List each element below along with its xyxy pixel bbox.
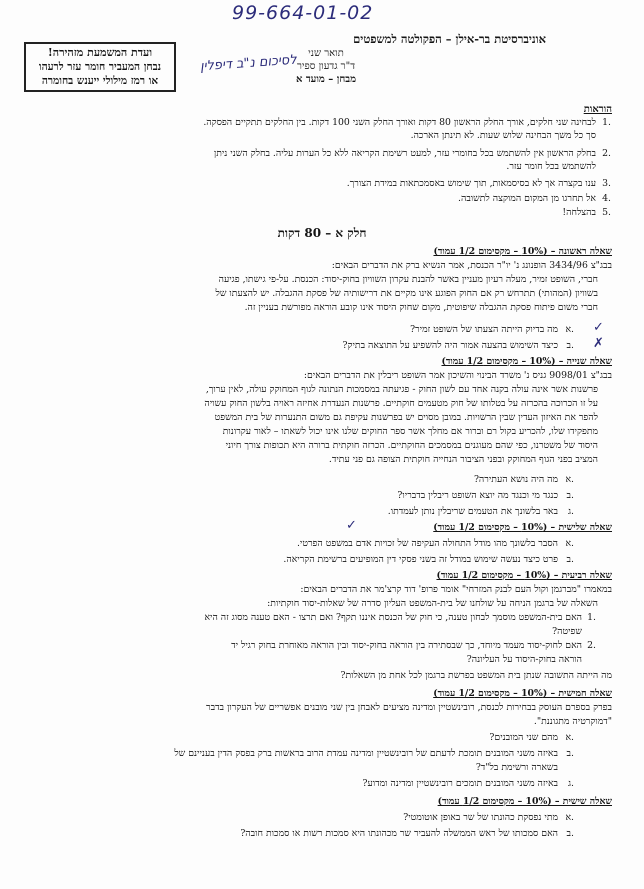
warning-line: נבחן המעביר חומר עזר לרעהו — [38, 61, 162, 73]
question-6-sub-a-label: א. — [565, 812, 574, 823]
part-title: חלק א – 80 דקות — [277, 226, 367, 240]
cross-mark-icon: ✗ — [593, 336, 604, 351]
question-6-sub-b-label: ב. — [566, 828, 574, 839]
question-3-sub-b-label: ב. — [566, 554, 574, 565]
handwritten-exam-code: 99-664-01-02 — [232, 2, 374, 24]
question-4-item-1: האם בית-המשפט מוסמך לבחון טענה, כי חוק של הכנסת איננו תקף? ואם תרצו - האם טענה מסוג זה היא — [204, 612, 582, 623]
instruction-5: בהצלחה! — [562, 207, 596, 218]
question-1-quote-line: חברי, השופט זמיר, מעלה רעיון מעניין באשר להבנת עקרון השוויון בחוק-יסוד: הכנסת. על-פי גישתו, פגיעה — [218, 274, 598, 285]
question-1-quote-line: בשוויון (המהותי) תתרחש רק אם החוק הפוגע אינו מקיים את דרישותיה של פסקת ההגבלה. יש להצעתו של — [215, 288, 598, 299]
question-2-quote-line: המציב בפני הגוף המחוקק ובפני הציבור הנחייה חוקתית הצופה גם פני עתיד. — [328, 454, 598, 465]
question-4-item-2-num: 2. — [587, 640, 596, 651]
instruction-2-num: 2. — [602, 148, 611, 159]
question-1-title: שאלה ראשונה – (10% – מקסימום 1/2 עמוד) — [433, 246, 612, 257]
instruction-2-line2: להשתמש בכל חומר עזר. — [506, 161, 596, 172]
question-2-sub-a: מה היה נושא העתירה? — [473, 474, 558, 485]
question-3-sub-b: פרט כיצד נעשה שימוש במודל זה בשני פסקי דין המופיעים ברשימת הקריאה. — [283, 554, 558, 565]
warning-box — [24, 42, 176, 92]
question-1-intro: בבג"צ 3434/96 הופנונג נ' יו"ר הכנסת, אמר הנשיא ברק את הדברים הבאים: — [331, 260, 612, 271]
question-4-closing: מה הייתה התשובה שנתן בית המשפט בפרשת ברגמן לכל אחת מן השאלות? — [340, 670, 612, 681]
instruction-4-num: 4. — [602, 193, 611, 204]
instruction-1-line1: לבחינה שני חלקים, אורך החלק הראשון 80 דקות ואורך החלק השני 100 דקות. בין החלקים תתקיים הפסקה. — [203, 117, 596, 128]
question-2-sub-a-label: א. — [565, 474, 574, 485]
question-4-quote-line: השאלה של ברגמן הניחה על שולחנו של בית-המשפט העליון סדרה של שאלות-יסוד חוקתיות: — [267, 598, 598, 609]
question-5-sub-a: מהם שני המובנים? — [489, 732, 558, 743]
university-title: אוניברסיטת בר-אילן – הפקולטה למשפטים — [353, 32, 546, 46]
checkmark-icon: ✓ — [593, 320, 604, 335]
question-2-sub-c: באר בלשונך את הטעמים שריבלין נותן לעמדתו. — [387, 506, 558, 517]
question-5-intro-line: בפרק בספרם העוסק בבחירות לכנסת, רובינשטיין ומדינה מציעים לאבחן בין שני מובנים אפשריים של העקרון בדבר — [206, 702, 612, 713]
question-2-quote-line: מתפקידו שלו, להכריע בקול רם וברור אם מחלך אשר ספר החוקים שלנו אינו יכול לשאתו – לאור עקרונות — [222, 426, 598, 437]
instruction-4: אל תחרגו מן המקום המוקצה לתשובה. — [458, 193, 596, 204]
question-5-sub-c: באיזה משני המובנים תומכים רובינשטיין ומדינה ומדוע? — [362, 778, 558, 789]
question-1-sub-a-label: א. — [565, 324, 574, 335]
question-5-title: שאלה חמישית – (10% – מקסימום 1/2 עמוד) — [433, 688, 612, 699]
question-4-item-2: האם לחוק-יסוד מעמד מיוחד, כך שבסתירה בין הוראה בחוק-יסוד ובין הוראה מאוחרת בחוק רגיל יד — [231, 640, 582, 651]
lecturer-name: ד"ר גדעון ספיר — [296, 61, 356, 72]
instruction-1-num: 1. — [602, 117, 611, 128]
question-2-intro: בבג"צ 9098/01 גניס נ' משרד הבינוי והשיכון אמר השופט ריבלין את הדברים הבאים: — [303, 370, 612, 381]
question-4-title: שאלה רביעית – (10% – מקסימום 1/2 עמוד) — [436, 570, 612, 581]
question-4-item-1-num: 1. — [587, 612, 596, 623]
warning-line: ועדת המשמעת מזהירה! — [47, 46, 153, 59]
checkmark-icon: ✓ — [346, 518, 357, 533]
question-2-title: שאלה שנייה – (10% – מקסימום 1/2 עמוד) — [441, 356, 612, 367]
question-3-title: שאלה שלישית – (10% – מקסימום 1/2 עמוד) — [433, 522, 612, 533]
handwritten-margin-note: לסיכום נ"ב דיפלין — [199, 52, 298, 75]
question-2-sub-c-label: ג. — [567, 506, 574, 517]
question-5-sub-b: באיזה משני המובנים תומכת לדעתם של רובינשטיין ומדינה עמדת הרוב בראשות ברק בפסק הדין בעניינם של — [174, 748, 558, 759]
question-1-sub-b-label: ב. — [566, 340, 574, 351]
question-2-quote-line: היסוד של משטרנו, כפי שהם מעוגנים במסמכים החוקתיים. הכרזה חוקתית ברורה היא תכופות צורך חיוני — [225, 440, 598, 451]
question-3-sub-a: הסבר בלשונך מהו מודל התחולה העקיפה של זכויות אדם במשפט הפרטי. — [296, 538, 558, 549]
question-2-sub-b-label: ב. — [566, 490, 574, 501]
question-1-quote-line: חברי משום פיתוח פסקת ההגבלה שיפוטית, מקום שחוק היסוד אינו קובע הוראה מפורשת בעניין זה. — [244, 302, 598, 313]
instruction-5-num: 5. — [602, 207, 611, 218]
question-6-sub-a: מתי נפסקת כהונתו של שר באופן אוטומטי? — [403, 812, 558, 823]
course-title: תואר שני — [308, 48, 344, 59]
question-4-item-2-cont: הוראה בחוק-היסוד על העליונה? — [466, 654, 582, 665]
warning-line: או רמז מילולי ייענש בחומרה — [41, 75, 159, 87]
instruction-1-line2: סך כל משך הבחינה שלוש שעות. לא תינתן הארכה. — [410, 130, 596, 141]
question-5-intro-line: "דמוקרטיה מתגוננת". — [533, 716, 612, 727]
question-4-intro: במאמרו "מברגמן וקול העם לבנק המזרחי" אומר פרופ' דוד קרצ'מר את הדברים הבאים: — [300, 584, 612, 595]
question-2-sub-b: כנגד מי וכנגד מה יוצא השופט ריבלין בדבריו? — [397, 490, 558, 501]
question-5-sub-b-label: ב. — [566, 748, 574, 759]
question-5-sub-b-cont: בשארה ורשימת בל"ד? — [475, 762, 558, 773]
instruction-2-line1: בחלק הראשון אין להשתמש בכל בחומרי עזר, למעט רשימת הקריאה ללא כל הערות עליה. בחלק השני ניתן — [213, 148, 596, 159]
exam-title: מבחן – מועד א — [295, 74, 357, 85]
question-5-sub-a-label: א. — [565, 732, 574, 743]
question-1-sub-a: מה בדיוק הייתה הצעתו של השופט זמיר? — [410, 324, 558, 335]
question-2-quote-line: להפר את האיזון העדין שבין הרשויות. במובן מסוים יש בפרשנות עקיפת גם משום התנערות של בית המשפט — [214, 412, 598, 423]
question-3-sub-a-label: א. — [565, 538, 574, 549]
instruction-3-num: 3. — [602, 178, 611, 189]
question-6-title: שאלה שישית – (10% – מקסימום 1/2 עמוד) — [437, 796, 612, 807]
question-5-sub-c-label: ג. — [567, 778, 574, 789]
instruction-3: ענו בקצרה אך לא בסיסמאות, תוך שימוש באסמכתאות במידת הצורך. — [346, 178, 596, 189]
question-6-sub-b: האם סמכותו של ראש הממשלה להעביר שר מכהונתו היא סמכות רשות או סמכות חובה? — [240, 828, 558, 839]
question-2-quote-line: על זו הכרוכה בהכרזה על בטלותו של חוק מטעמים חוקתיים. פרשנות הנעדרת אחיזה ראויה בלשון החוק עשויה — [204, 398, 598, 409]
question-4-item-1-cont: שפיטה? — [552, 626, 582, 637]
question-2-quote-line: פרשנות אשר אינה עולה בקנה אחד עם לשון החוק - פגיעתה במסמכות הנתונה לגוף המחוקק עולה, לאין ערוך, — [205, 384, 598, 395]
instructions-heading: הוראות — [583, 104, 612, 115]
question-1-sub-b: כיצד השימוש בהצעה אמור היה להשפיע על התוצאה בתיק? — [342, 340, 558, 351]
